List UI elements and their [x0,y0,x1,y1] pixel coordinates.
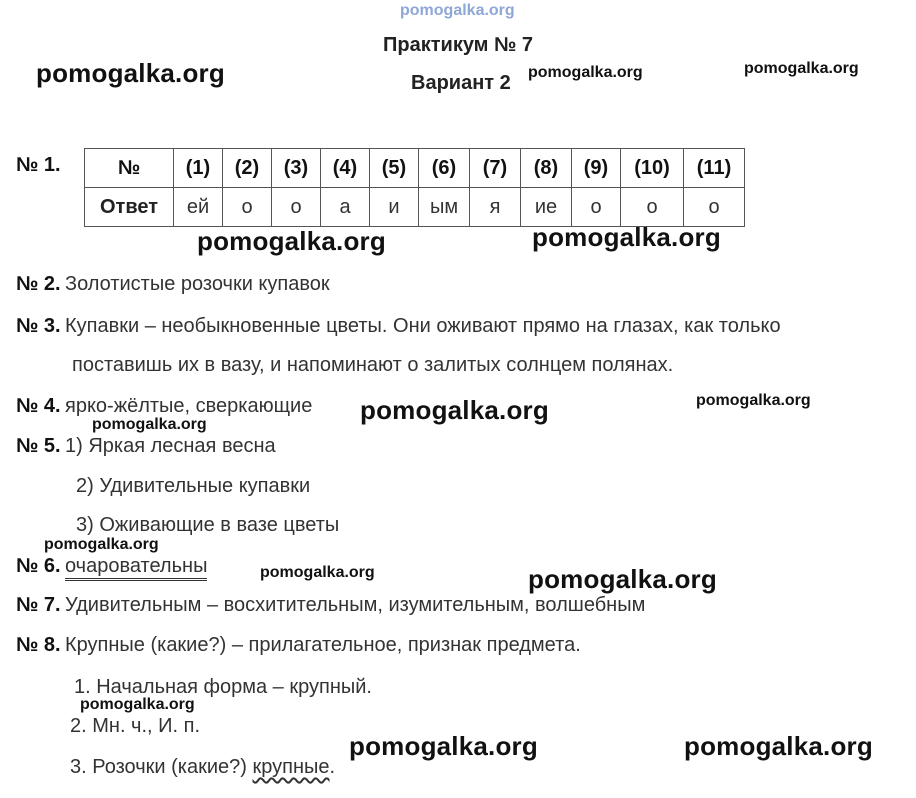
table-col-header: (10) [621,149,684,188]
table-cell: о [621,188,684,227]
table-col-header: (2) [223,149,272,188]
task-8-item-3-suffix: . [329,756,336,778]
task-4-label: № 4. [16,395,61,417]
task-5-label: № 5. [16,435,61,457]
task-1-label: № 1. [16,154,61,176]
watermark: pomogalka.org [684,731,873,761]
task-8-item-3-prefix: 3. Розочки (какие?) [70,756,253,778]
table-cell: ей [174,188,223,227]
watermark: pomogalka.org [528,564,717,594]
watermark: pomogalka.org [744,60,859,77]
task-8-item: 2. Мн. ч., И. п. [70,715,201,737]
watermark: pomogalka.org [80,696,195,713]
task-4-text: ярко-жёлтые, сверкающие [64,395,313,417]
table-cell: о [684,188,745,227]
watermark: pomogalka.org [92,416,207,433]
watermark: pomogalka.org [36,58,225,88]
watermark: pomogalka.org [349,731,538,761]
task-8-label: № 8. [16,634,61,656]
table-col-header: (3) [272,149,321,188]
task-4 [16,395,312,418]
table-cell: ие [521,188,572,227]
task-3-line-1: Купавки – необыкновенные цветы. Они оживают прямо на глазах, как только [64,315,781,337]
task-5-item: 3) Оживающие в вазе цветы [76,514,340,536]
answer-table [84,148,745,227]
task-8 [16,634,581,657]
table-col-header: (11) [684,149,745,188]
task-6 [16,555,207,578]
task-5 [16,435,276,458]
task-7-label: № 7. [16,594,61,616]
watermark: pomogalka.org [360,395,549,425]
table-header-row [85,149,745,188]
task-7-text: Удивительным – восхитительным, изумительным, волшебным [64,594,646,616]
table-col-header: (9) [572,149,621,188]
watermark: pomogalka.org [44,536,159,553]
table-cell: о [272,188,321,227]
table-answer-row [85,188,745,227]
table-cell: а [321,188,370,227]
task-2-label: № 2. [16,273,61,295]
table-cell: ым [419,188,470,227]
table-cell: я [470,188,521,227]
table-col-header: (8) [521,149,572,188]
task-6-text: очаровательны [65,555,207,581]
task-3-label: № 3. [16,315,61,337]
task-7 [16,594,645,617]
task-8-item-3-word: крупные [252,756,330,778]
task-3 [16,315,781,338]
table-col-header: (5) [370,149,419,188]
table-col-header: (6) [419,149,470,188]
table-cell: о [223,188,272,227]
task-2-text: Золотистые розочки купавок [64,273,330,295]
table-cell: о [572,188,621,227]
task-8-item: 1. Начальная форма – крупный. [74,676,372,698]
task-6-label: № 6. [16,555,61,577]
table-cell: и [370,188,419,227]
site-watermark-top: pomogalka.org [400,2,515,19]
watermark: pomogalka.org [532,222,721,252]
watermark: pomogalka.org [528,64,643,81]
table-header-label: № [85,149,174,188]
table-col-header: (4) [321,149,370,188]
task-5-item: 1) Яркая лесная весна [64,435,276,457]
task-8-item-3 [70,756,335,779]
task-2 [16,273,330,296]
table-col-header: (7) [470,149,521,188]
variant-title: Вариант 2 [411,72,511,94]
task-5-item: 2) Удивительные купавки [76,475,311,497]
task-8-text: Крупные (какие?) – прилагательное, признак предмета. [64,634,581,656]
page-title: Практикум № 7 [383,34,534,56]
watermark: pomogalka.org [696,392,811,409]
table-answer-label: Ответ [85,188,174,227]
watermark: pomogalka.org [197,226,386,256]
task-3-line-2: поставишь их в вазу, и напоминают о залитых солнцем полянах. [72,354,674,376]
table-col-header: (1) [174,149,223,188]
watermark: pomogalka.org [260,564,375,581]
